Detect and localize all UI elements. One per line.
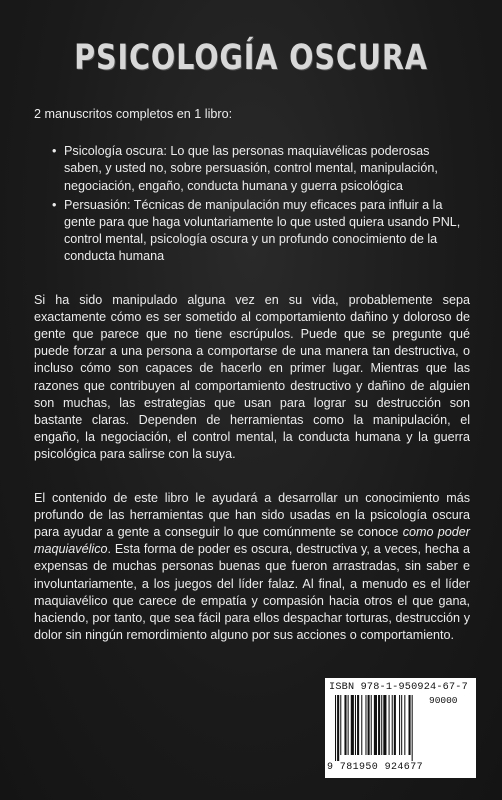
barcode-stripe [401,695,402,755]
barcode-stripe [404,695,405,755]
isbn-addon-number: 90000 [429,695,458,706]
intro-line: 2 manuscritos completos en 1 libro: [34,107,233,121]
barcode-stripe [361,695,362,755]
barcode-stripe [394,695,396,755]
paragraph-2-start: El contenido de este libro le ayudará a desarrollar un conocimiento más profundo de las herramientas que han sido usadas en la psicología oscura para ayudar a gente a conseguir lo que comúnmente se conoce [34,490,470,540]
barcode-stripe [381,695,382,755]
barcode-stripe [392,695,393,755]
isbn-barcode [325,678,476,778]
barcode-stripe [348,695,349,755]
barcode-stripe [337,695,339,761]
barcode-stripe [409,695,411,755]
paragraph-2 [34,490,470,645]
cover-body [34,106,470,644]
barcode-stripe [389,695,390,755]
paragraph-1: Si ha sido manipulado alguna vez en su vida, probablemente sepa exactamente cómo es ser sometido al comportamiento dañino y doloroso de gente que parece que no tiene escrúpulos. Puede que se pregunte qué puede forzar a una persona a comportarse de una manera tan destructiva, o incluso cómo son capaces de hacerlo en primer lugar. Mientras que las razones que contribuyen al comportamiento destructivo y dañino de alguien son muchas, las estrategias que usan para lograr su destrucción son bastante claras. Dependen de herramientas como la manipulación, el engaño, la negociación, el control mental, la conducta humana y la guerra psicológica para salirse con la suya. [34,292,470,462]
barcode-digits: 9 781950 924677 [327,762,424,773]
barcode-stripe [355,695,356,755]
barcode-stripe [368,695,370,755]
paragraph-2-italic: como poder maquiavélico [34,525,470,557]
manuscript-item-2: • Persuasión: Técnicas de manipulación muy eficaces para influir a la gente para que haga voluntariamente lo que usted quiera usando PNL, control mental, psicología oscura y un profundo conocimiento de la conducta humana [60,197,470,266]
barcode-stripe [357,695,359,755]
barcode-stripe [371,695,372,755]
cover-title: PSICOLOGÍA OSCURA [74,38,428,78]
barcode-stripe [335,695,336,761]
barcode-stripe [383,695,386,755]
isbn-label: ISBN 978-1-950924-67-7 [329,682,468,693]
barcode-stripe [399,695,400,755]
paragraph-2-end: . Esta forma de poder es oscura, destructiva y, a veces, hecha a expensas de muchas personas buenas que fueron arrastradas, sin saber e involuntariamente, a los juegos del líder falaz. Al final, a menudo es el líder maquiavélico que carece de empatía y compasión hacia otros el que gana, haciendo, por tanto, que sea fácil para ellos despachar torturas, destrucción y dolor sin ningún remordimiento alguno por sus acciones o comportamiento. [34,542,470,643]
manuscript-list [34,143,470,265]
barcode-stripe [365,695,366,755]
barcode-stripe [344,695,346,755]
barcode-stripe [378,695,380,755]
barcode-stripe [412,695,413,761]
barcode-stripe [374,695,377,755]
barcode-stripe [340,695,341,755]
manuscript-item-1: • Psicología oscura: Lo que las personas maquiavélicas poderosas saben, y usted no, sobre persuasión, control mental, manipulación, negociación, engaño, conducta humana y guerra psicológica [60,143,470,195]
barcode-stripe [351,695,354,755]
